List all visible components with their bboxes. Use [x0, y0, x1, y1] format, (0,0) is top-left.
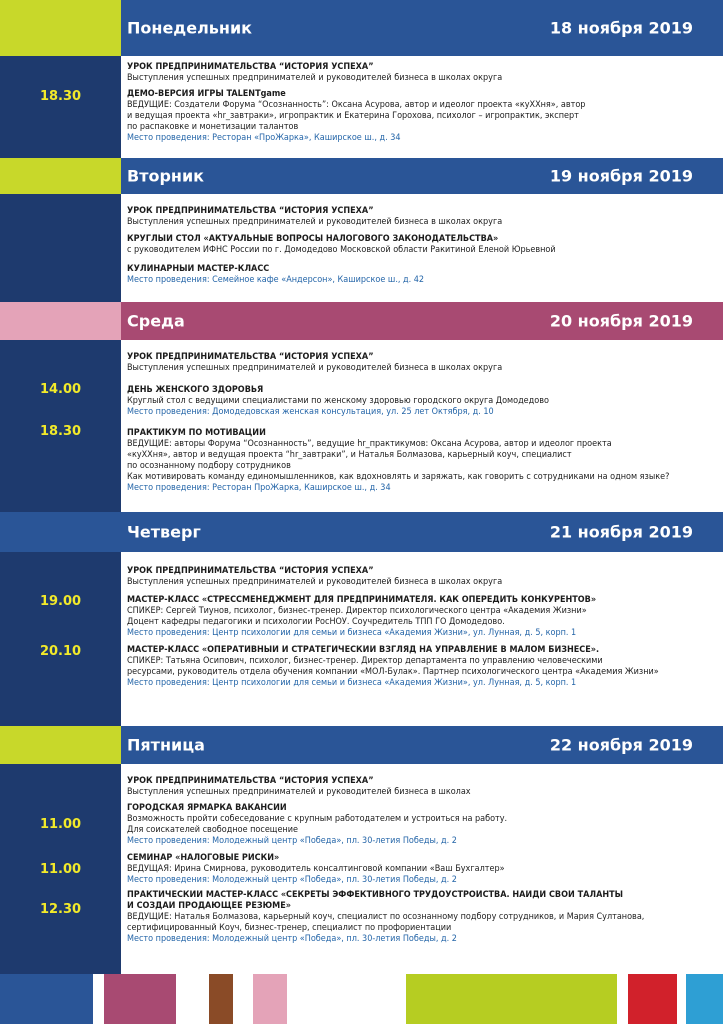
day-bar	[121, 726, 723, 764]
event-text: по распаковке и монетизации талантов	[127, 122, 299, 132]
events	[121, 194, 723, 302]
footer-color-strip	[0, 974, 723, 1024]
event-title: УРОК ПРЕДПРИНИМАТЕЛЬСТВА “ИСТОРИЯ УСПЕХА”	[127, 566, 374, 576]
time-column	[0, 56, 121, 158]
event-block	[127, 206, 717, 228]
monday-header	[0, 0, 723, 56]
event-title: КРУГЛЫЙ СТОЛ «АКТУАЛЬНЫЕ ВОПРОСЫ НАЛОГОВОГО ЗАКОНОДАТЕЛЬСТВА»	[127, 234, 499, 244]
event-text: Выступления успешных предпринимателей и руководителей бизнеса в школах округа	[127, 363, 503, 373]
event-location: Место проведения: Центр психологии для семьи и бизнеса «Академия Жизни», ул. Лунная, д. 5, корп. 1	[127, 678, 577, 688]
event-location: Место проведения: Ресторан ПроЖарка, Каширское ш., д. 34	[127, 483, 391, 493]
event-block	[127, 645, 717, 689]
event-time: 20.10	[39, 644, 82, 659]
event-text: ВЕДУЩИЕ: авторы Форума “Осознанность”, ведущие hr_практикумов: Оксана Асурова, автор и идеолог проекта	[127, 439, 612, 449]
time-column	[0, 764, 121, 974]
event-text: Выступления успешных предпринимателей и руководителей бизнеса в школах округа	[127, 217, 503, 227]
event-text: сертифицированный Коуч, бизнес-тренер, специалист по профориентации	[127, 923, 452, 933]
footer-swatch	[209, 974, 233, 1024]
event-text: Выступления успешных предпринимателей и руководителей бизнеса в школах	[127, 787, 471, 797]
event-text: ВЕДУЩИЕ: Создатели Форума “Осознанность”: Оксана Асурова, автор и идеолог проекта «куXXня», автор	[127, 100, 586, 110]
event-text: СПИКЕР: Татьяна Осипович, психолог, бизнес-тренер. Директор департамента по управлению человеческими	[127, 656, 603, 666]
event-text: по осознанному подбору сотрудников	[127, 461, 291, 471]
day-date: 22 ноября 2019	[549, 735, 693, 755]
accent-block	[0, 0, 121, 56]
events	[121, 552, 723, 726]
friday-header	[0, 726, 723, 764]
tuesday-section	[0, 194, 723, 302]
event-text: Доцент кафедры педагогики и психологии РосНОУ. Соучредитель ТПП ГО Домодедово.	[127, 617, 505, 627]
wednesday-header	[0, 302, 723, 340]
event-title: ДЕМО-ВЕРСИЯ ИГРЫ TALENTgame	[127, 89, 286, 99]
footer-swatch	[406, 974, 617, 1024]
event-block	[127, 776, 717, 798]
event-title: УРОК ПРЕДПРИНИМАТЕЛЬСТВА “ИСТОРИЯ УСПЕХА”	[127, 62, 374, 72]
event-text: Выступления успешных предпринимателей и руководителей бизнеса в школах округа	[127, 577, 503, 587]
thursday-header	[0, 512, 723, 552]
day-bar	[121, 158, 723, 194]
tuesday-header	[0, 158, 723, 194]
event-text: Выступления успешных предпринимателей и руководителей бизнеса в школах округа	[127, 73, 503, 83]
day-date: 21 ноября 2019	[549, 522, 693, 542]
event-block	[127, 62, 717, 84]
event-text: с руководителем ИФНС России по г. Домодедово Московской области Ракитиной Еленой Юрьевной	[127, 245, 556, 255]
event-location: Место проведения: Центр психологии для семьи и бизнеса «Академия Жизни», ул. Лунная, д. 5, корп. 1	[127, 628, 577, 638]
event-location: Место проведения: Молодежный центр «Победа», пл. 30-летия Победы, д. 2	[127, 836, 457, 846]
event-block	[127, 234, 717, 256]
accent-block	[0, 302, 121, 340]
footer-swatch	[253, 974, 287, 1024]
event-location: Место проведения: Ресторан «ПроЖарка», Каширское ш., д. 34	[127, 133, 401, 143]
event-block	[127, 385, 717, 418]
event-block	[127, 595, 717, 639]
event-title: И СОЗДАЙ ПРОДАЮЩЕЕ РЕЗЮМЕ»	[127, 901, 291, 911]
footer-swatch	[0, 974, 93, 1024]
day-name: Понедельник	[127, 18, 253, 38]
events	[121, 340, 723, 512]
event-title: ГОРОДСКАЯ ЯРМАРКА ВАКАНСИЙ	[127, 803, 287, 813]
event-block	[127, 803, 717, 847]
event-block	[127, 566, 717, 588]
event-title: ДЕНЬ ЖЕНСКОГО ЗДОРОВЬЯ	[127, 385, 264, 395]
accent-block	[0, 726, 121, 764]
time-column	[0, 340, 121, 512]
event-block	[127, 428, 717, 494]
friday-section	[0, 764, 723, 974]
event-time: 18.30	[39, 89, 82, 104]
day-name: Пятница	[127, 735, 205, 755]
event-title: ПРАКТИЧЕСКИЙ МАСТЕР-КЛАСС «СЕКРЕТЫ ЭФФЕКТИВНОГО ТРУДОУСТРОЙСТВА. НАЙДИ СВОИ ТАЛАНТЫ	[127, 890, 624, 900]
event-title: УРОК ПРЕДПРИНИМАТЕЛЬСТВА “ИСТОРИЯ УСПЕХА”	[127, 352, 374, 362]
event-block	[127, 89, 717, 144]
event-block	[127, 853, 717, 886]
event-text: Как мотивировать команду единомышленников, как вдохновлять и заряжать, как говорить с сотрудниками на одном языке?	[127, 472, 670, 482]
event-location: Место проведения: Молодежный центр «Победа», пл. 30-летия Победы, д. 2	[127, 875, 457, 885]
time-column	[0, 194, 121, 302]
event-text: ВЕДУЩАЯ: Ирина Смирнова, руководитель консалтинговой компании «Ваш Бухгалтер»	[127, 864, 505, 874]
day-date: 19 ноября 2019	[549, 166, 693, 186]
monday-section	[0, 56, 723, 158]
day-date: 20 ноября 2019	[549, 311, 693, 331]
wednesday-section	[0, 340, 723, 512]
event-block	[127, 890, 717, 945]
event-text: Для соискателей свободное посещение	[127, 825, 298, 835]
event-location: Место проведения: Молодежный центр «Победа», пл. 30-летия Победы, д. 2	[127, 934, 457, 944]
event-time: 19.00	[39, 594, 82, 609]
accent-block	[0, 512, 121, 552]
event-time: 14.00	[39, 382, 82, 397]
event-title: МАСТЕР-КЛАСС «ОПЕРАТИВНЫЙ И СТРАТЕГИЧЕСКИЙ ВЗГЛЯД НА УПРАВЛЕНИЕ В МАЛОМ БИЗНЕСЕ».	[127, 645, 600, 655]
day-name: Вторник	[127, 166, 205, 186]
event-time: 11.00	[39, 817, 82, 832]
event-location: Место проведения: Семейное кафе «Андерсон», Каширское ш., д. 42	[127, 275, 425, 285]
event-text: СПИКЕР: Сергей Тиунов, психолог, бизнес-тренер. Директор психологического центра «Академия Жизни»	[127, 606, 587, 616]
day-name: Четверг	[127, 522, 201, 542]
footer-swatch	[628, 974, 677, 1024]
events	[121, 764, 723, 974]
day-date: 18 ноября 2019	[549, 18, 693, 38]
event-time: 18.30	[39, 424, 82, 439]
events	[121, 56, 723, 158]
event-block	[127, 264, 717, 286]
event-block	[127, 352, 717, 374]
day-bar	[121, 302, 723, 340]
thursday-section	[0, 552, 723, 726]
event-title: ПРАКТИКУМ ПО МОТИВАЦИИ	[127, 428, 266, 438]
footer-swatch	[104, 974, 176, 1024]
day-bar	[121, 0, 723, 56]
event-time: 11.00	[39, 862, 82, 877]
event-text: Круглый стол с ведущими специалистами по женскому здоровью городского округа Домодедово	[127, 396, 549, 406]
event-title: МАСТЕР-КЛАСС «СТРЕССМЕНЕДЖМЕНТ ДЛЯ ПРЕДПРИНИМАТЕЛЯ. КАК ОПЕРЕДИТЬ КОНКУРЕНТОВ»	[127, 595, 597, 605]
event-title: УРОК ПРЕДПРИНИМАТЕЛЬСТВА “ИСТОРИЯ УСПЕХА”	[127, 776, 374, 786]
event-title: КУЛИНАРНЫЙ МАСТЕР-КЛАСС	[127, 264, 270, 274]
day-name: Среда	[127, 311, 185, 331]
event-text: ресурсами, руководитель отдела обучения компании «МОЛ-Булак». Партнер психологического центра «Академия Жизни»	[127, 667, 659, 677]
event-time: 12.30	[39, 902, 82, 917]
time-column	[0, 552, 121, 726]
event-title: УРОК ПРЕДПРИНИМАТЕЛЬСТВА “ИСТОРИЯ УСПЕХА”	[127, 206, 374, 216]
accent-block	[0, 158, 121, 194]
event-text: ВЕДУЩИЕ: Наталья Болмазова, карьерный коуч, специалист по осознанному подбору сотрудников, и Мария Султанова,	[127, 912, 645, 922]
event-location: Место проведения: Домодедовская женская консультация, ул. 25 лет Октября, д. 10	[127, 407, 494, 417]
event-title: СЕМИНАР «НАЛОГОВЫЕ РИСКИ»	[127, 853, 280, 863]
event-text: и ведущая проекта «hr_завтраки», игропрактик и Екатерина Горохова, психолог – игропрактик, эксперт	[127, 111, 579, 121]
event-text: Возможность пройти собеседование с крупным работодателем и устроиться на работу.	[127, 814, 508, 824]
event-text: «куXXня», автор и ведущая проекта “hr_завтраки”, и Наталья Болмазова, карьерный коуч, специалист	[127, 450, 572, 460]
footer-swatch	[686, 974, 723, 1024]
day-bar	[121, 512, 723, 552]
